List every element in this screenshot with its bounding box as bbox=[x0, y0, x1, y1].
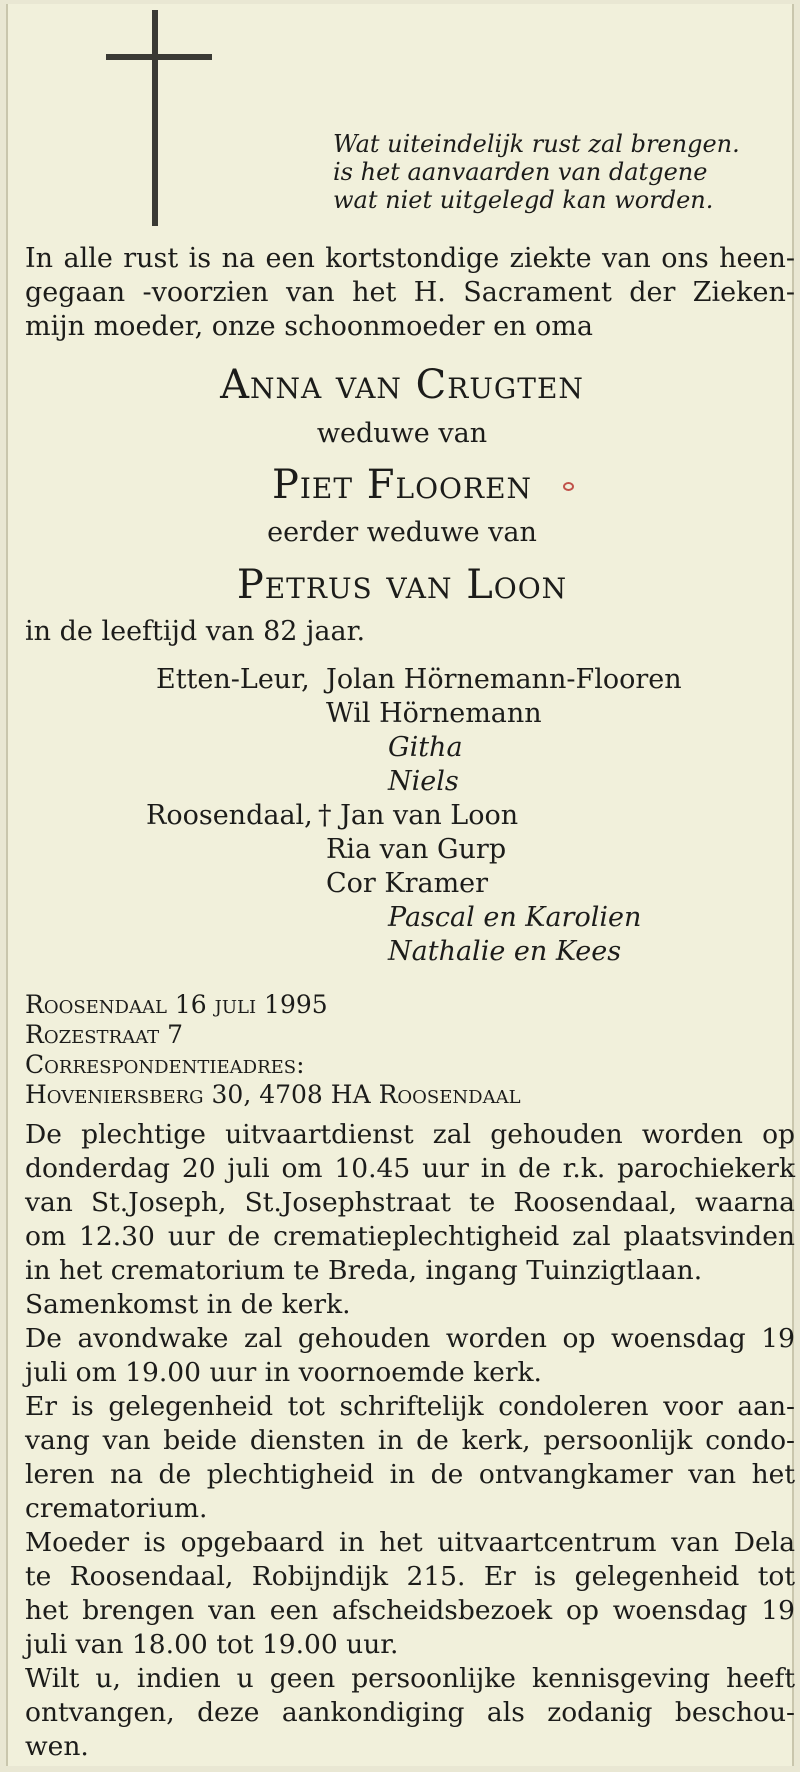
cross-icon-bar bbox=[106, 54, 212, 60]
intro-line: gegaan -voorzien van het H. Sacrament der Zieken- bbox=[25, 277, 795, 308]
body-line: wen. bbox=[25, 1731, 89, 1762]
body-line: juli om 19.00 uur in voornoemde kerk. bbox=[25, 1357, 542, 1388]
body-line: leren na de plechtigheid in de ontvangkamer van het bbox=[25, 1459, 795, 1490]
body-line: ontvangen, deze aankondiging als zodanig beschou- bbox=[25, 1697, 795, 1728]
motto bbox=[333, 130, 773, 214]
intro-text bbox=[25, 242, 795, 344]
obituary-notice bbox=[6, 4, 794, 1766]
grandchild: Niels bbox=[388, 766, 459, 797]
family-place-2: Roosendaal, bbox=[146, 800, 313, 831]
service-details bbox=[25, 1118, 795, 1764]
grandchild: Githa bbox=[388, 732, 463, 763]
body-line: vang van beide diensten in de kerk, persoonlijk condo- bbox=[25, 1425, 795, 1456]
family-member: Wil Hörnemann bbox=[326, 698, 542, 729]
date-line: Roosendaal 16 juli 1995 bbox=[25, 990, 328, 1019]
intro-line: In alle rust is na een kortstondige ziekte van ons heen- bbox=[25, 243, 795, 274]
deceased-name: Anna van Crugten bbox=[220, 362, 584, 408]
body-line: De plechtige uitvaartdienst zal gehouden worden op bbox=[25, 1119, 795, 1150]
body-line: juli van 18.00 tot 19.00 uur. bbox=[25, 1629, 399, 1660]
body-line: donderdag 20 juli om 10.45 uur in de r.k. parochiekerk bbox=[25, 1153, 795, 1184]
correspondence-address: Hoveniersberg 30, 4708 HA Roosendaal bbox=[25, 1080, 521, 1109]
body-line: het brengen van een afscheidsbezoek op woensdag 19 bbox=[25, 1595, 795, 1626]
husband-name-2: Petrus van Loon bbox=[236, 562, 568, 608]
body-line: Moeder is opgebaard in het uitvaartcentrum van Dela bbox=[25, 1527, 795, 1558]
body-line: Samenkomst in de kerk. bbox=[25, 1289, 351, 1320]
earlier-widow-of-label: eerder weduwe van bbox=[267, 517, 537, 548]
body-line: van St.Joseph, St.Josephstraat te Roosendaal, waarna bbox=[25, 1187, 795, 1218]
motto-line: is het aanvaarden van datgene bbox=[333, 158, 708, 186]
family-place-1: Etten-Leur, bbox=[156, 664, 310, 695]
family-member: † Jan van Loon bbox=[318, 800, 519, 831]
body-line: crematorium. bbox=[25, 1493, 208, 1524]
body-line: De avondwake zal gehouden worden op woensdag 19 bbox=[25, 1323, 795, 1354]
grandchild: Nathalie en Kees bbox=[388, 936, 622, 967]
cross-icon bbox=[152, 10, 158, 226]
family-member: Cor Kramer bbox=[326, 868, 489, 899]
body-line: te Roosendaal, Robijndijk 215. Er is gelegenheid tot bbox=[25, 1561, 795, 1592]
family-member: Jolan Hörnemann-Flooren bbox=[326, 664, 682, 695]
family-member: Ria van Gurp bbox=[326, 834, 507, 865]
motto-line: wat niet uitgelegd kan worden. bbox=[333, 186, 714, 214]
body-line: in het crematorium te Breda, ingang Tuinzigtlaan. bbox=[25, 1255, 703, 1286]
body-line: Er is gelegenheid tot schriftelijk condoleren voor aan- bbox=[25, 1391, 795, 1422]
widow-of-label: weduwe van bbox=[316, 418, 488, 449]
ink-mark bbox=[563, 482, 574, 491]
grandchild: Pascal en Karolien bbox=[388, 902, 642, 933]
husband-name-1: Piet Flooren bbox=[271, 462, 533, 508]
age-line: in de leeftijd van 82 jaar. bbox=[25, 616, 366, 647]
intro-line: mijn moeder, onze schoonmoeder en oma bbox=[25, 311, 593, 342]
street-line: Rozestraat 7 bbox=[25, 1020, 183, 1049]
body-line: om 12.30 uur de crematieplechtigheid zal plaatsvinden bbox=[25, 1221, 795, 1252]
motto-line: Wat uiteindelijk rust zal brengen. bbox=[333, 130, 740, 158]
correspondence-label: Correspondentieadres: bbox=[25, 1050, 305, 1079]
body-line: Wilt u, indien u geen persoonlijke kennisgeving heeft bbox=[25, 1663, 795, 1694]
